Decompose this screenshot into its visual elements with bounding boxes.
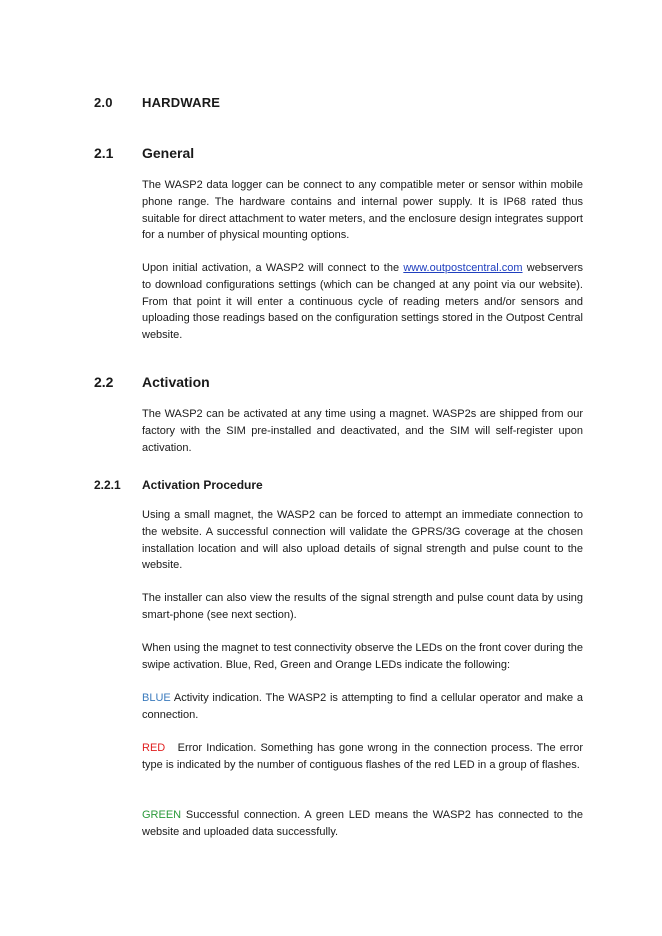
general-paragraph-2 (142, 260, 583, 344)
led-blue-label: BLUE (142, 692, 171, 704)
section-number-hardware: 2.0 (94, 95, 113, 110)
outpostcentral-link[interactable]: www.outpostcentral.com (403, 262, 523, 274)
activation-paragraph-1: The WASP2 can be activated at any time using a magnet. WASP2s are shipped from our factory with the SIM pre-installed and deactivated, and the SIM will self-register upon activation. (142, 408, 583, 454)
led-red-text: Error Indication. Something has gone wrong in the connection process. The error type is indicated by the number of contiguous flashes of the red LED in a group of flashes. (142, 742, 587, 771)
section-title-activation: Activation (142, 374, 210, 390)
procedure-paragraph-3: When using the magnet to test connectivity observe the LEDs on the front cover during the swipe activation. Blue, Red, Green and Orange LEDs indicate the following: (142, 642, 583, 671)
led-red-label: RED (142, 742, 166, 754)
led-green-text: Successful connection. A green LED means the WASP2 has connected to the website and uploaded data successfully. (142, 809, 583, 838)
led-red-description (142, 740, 587, 774)
procedure-paragraph-2: The installer can also view the results of the signal strength and pulse count data by using smart-phone (see next section). (142, 592, 583, 621)
section-number-activation: 2.2 (94, 374, 114, 390)
section-title-general: General (142, 145, 195, 161)
section-number-procedure: 2.2.1 (94, 478, 121, 492)
section-title-hardware: HARDWARE (142, 95, 221, 110)
general-paragraph-1: The WASP2 data logger can be connect to any compatible meter or sensor within mobile phone range. The hardware contains and internal power supply. It is IP68 rated thus suitable for direct attachment to water meters, and the enclosure design integrates support for a number of physical mounting options. (142, 179, 583, 242)
led-green-description (142, 807, 583, 841)
led-green-label: GREEN (142, 809, 182, 821)
led-blue-description (142, 690, 583, 724)
general-paragraph-2-start: Upon initial activation, a WASP2 will connect to the (142, 262, 404, 274)
led-blue-text: Activity indication. The WASP2 is attempting to find a cellular operator and make a connection. (142, 692, 583, 721)
section-number-general: 2.1 (94, 145, 114, 161)
procedure-paragraph-1: Using a small magnet, the WASP2 can be forced to attempt an immediate connection to the website. A successful connection will validate the GPRS/3G coverage at the chosen installation location and will also upload details of signal strength and pulse count to the website. (142, 509, 583, 572)
section-title-procedure: Activation Procedure (142, 478, 263, 492)
general-paragraph-2-end: webservers to download configurations settings (which can be changed at any point via our website). From that point it will enter a continuous cycle of reading meters and/or sensors and uploading those readings based on the configuration settings stored in the Outpost Central website. (142, 262, 584, 342)
